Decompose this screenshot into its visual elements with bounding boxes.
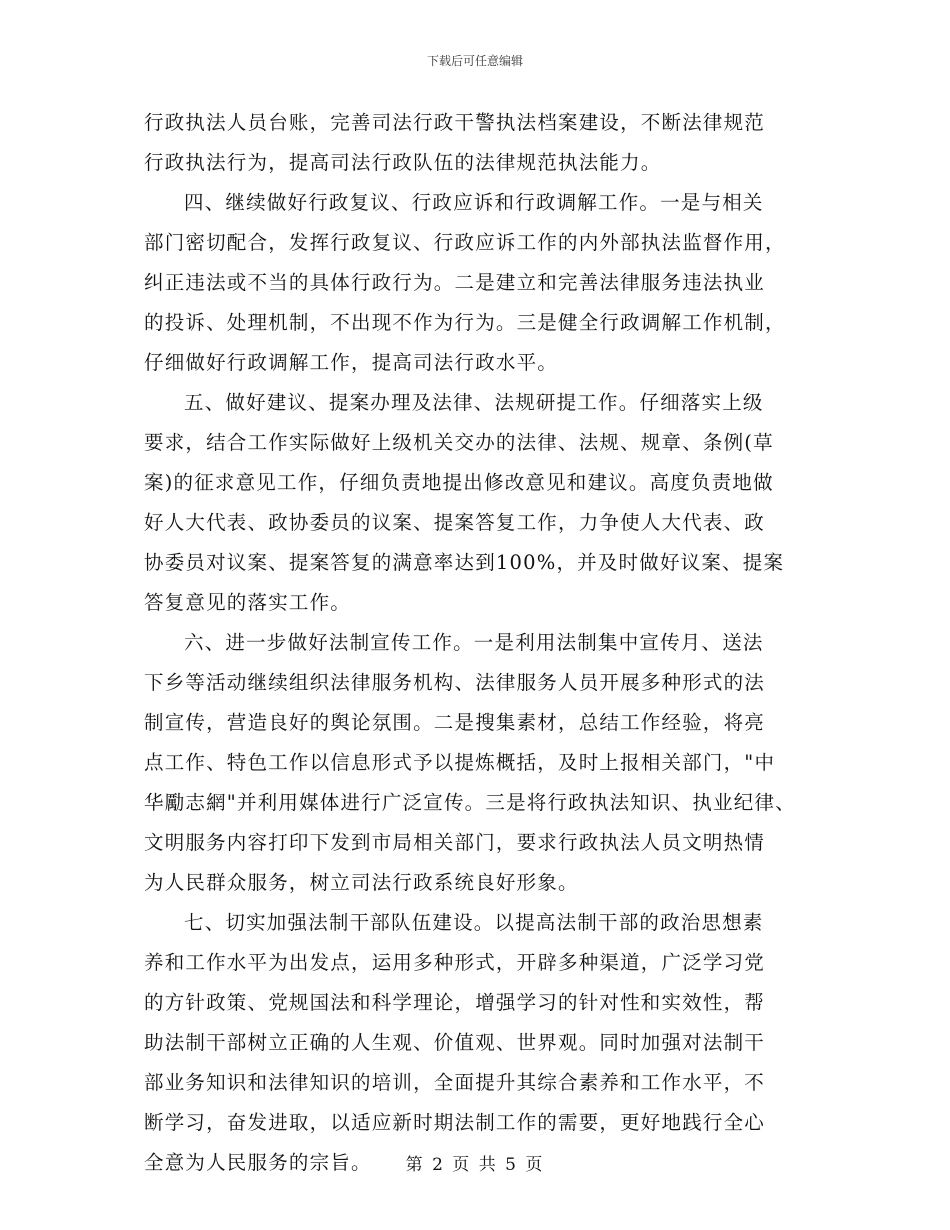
text-line: 好人大代表、政协委员的议案、提案答复工作，力争使人大代表、政 [144,511,766,534]
text-line: 制宣传，营造良好的舆论氛围。二是搜集素材，总结工作经验，将亮 [144,711,766,734]
text-line: 为人民群众服务，树立司法行政系统良好形象。 [144,871,579,894]
text-line: 全意为人民服务的宗旨。 [144,1151,372,1174]
text-line: 行政执法人员台账，完善司法行政干警执法档案建设，不断法律规范 [144,111,766,134]
text-line: 仔细做好行政调解工作，提高司法行政水平。 [144,351,559,374]
text-line: 断学习，奋发进取，以适应新时期法制工作的需要，更好地践行全心 [144,1111,766,1134]
text-line: 要求，结合工作实际做好上级机关交办的法律、法规、规章、条例(草 [144,431,774,454]
text-line: 养和工作水平为出发点，运用多种形式，开辟多种渠道，广泛学习党 [144,951,766,974]
text-line: 纠正违法或不当的具体行政行为。二是建立和完善法律服务违法执业 [144,271,766,294]
page-header: 下载后可任意编辑 [426,54,523,68]
text-line: 答复意见的落实工作。 [144,591,352,614]
document-body [144,103,824,1183]
text-line: 行政执法行为，提高司法行政队伍的法律规范执法能力。 [144,151,662,174]
text-line: 的投诉、处理机制，不出现不作为行为。三是健全行政调解工作机制， [144,311,786,334]
text-line: 华勵志網"并利用媒体进行广泛宣传。三是将行政执法知识、执业纪律、 [144,791,796,814]
page-number: 第 2 页 共 5 页 [405,1155,545,1175]
text-line: 的方针政策、党规国法和科学理论，增强学习的针对性和实效性，帮 [144,991,766,1014]
text-line: 七、切实加强法制干部队伍建设。以提高法制干部的政治思想素 [184,911,764,934]
text-line: 六、进一步做好法制宣传工作。一是利用法制集中宣传月、送法 [184,631,764,654]
text-line: 点工作、特色工作以信息形式予以提炼概括，及时上报相关部门，"中 [144,751,776,774]
text-line: 四、继续做好行政复议、行政应诉和行政调解工作。一是与相关 [184,191,764,214]
text-line: 文明服务内容打印下发到市局相关部门，要求行政执法人员文明热情 [144,831,766,854]
text-line: 五、做好建议、提案办理及法律、法规研提工作。仔细落实上级 [184,391,764,414]
text-line: 协委员对议案、提案答复的满意率达到100%，并及时做好议案、提案 [144,551,785,574]
text-line: 部门密切配合，发挥行政复议、行政应诉工作的内外部执法监督作用， [144,231,786,254]
text-line: 助法制干部树立正确的人生观、价值观、世界观。同时加强对法制干 [144,1031,766,1054]
text-line: 下乡等活动继续组织法律服务机构、法律服务人员开展多种形式的法 [144,671,766,694]
text-line: 部业务知识和法律知识的培训，全面提升其综合素养和工作水平，不 [144,1071,766,1094]
text-line: 案)的征求意见工作，仔细负责地提出修改意见和建议。高度负责地做 [144,471,774,494]
